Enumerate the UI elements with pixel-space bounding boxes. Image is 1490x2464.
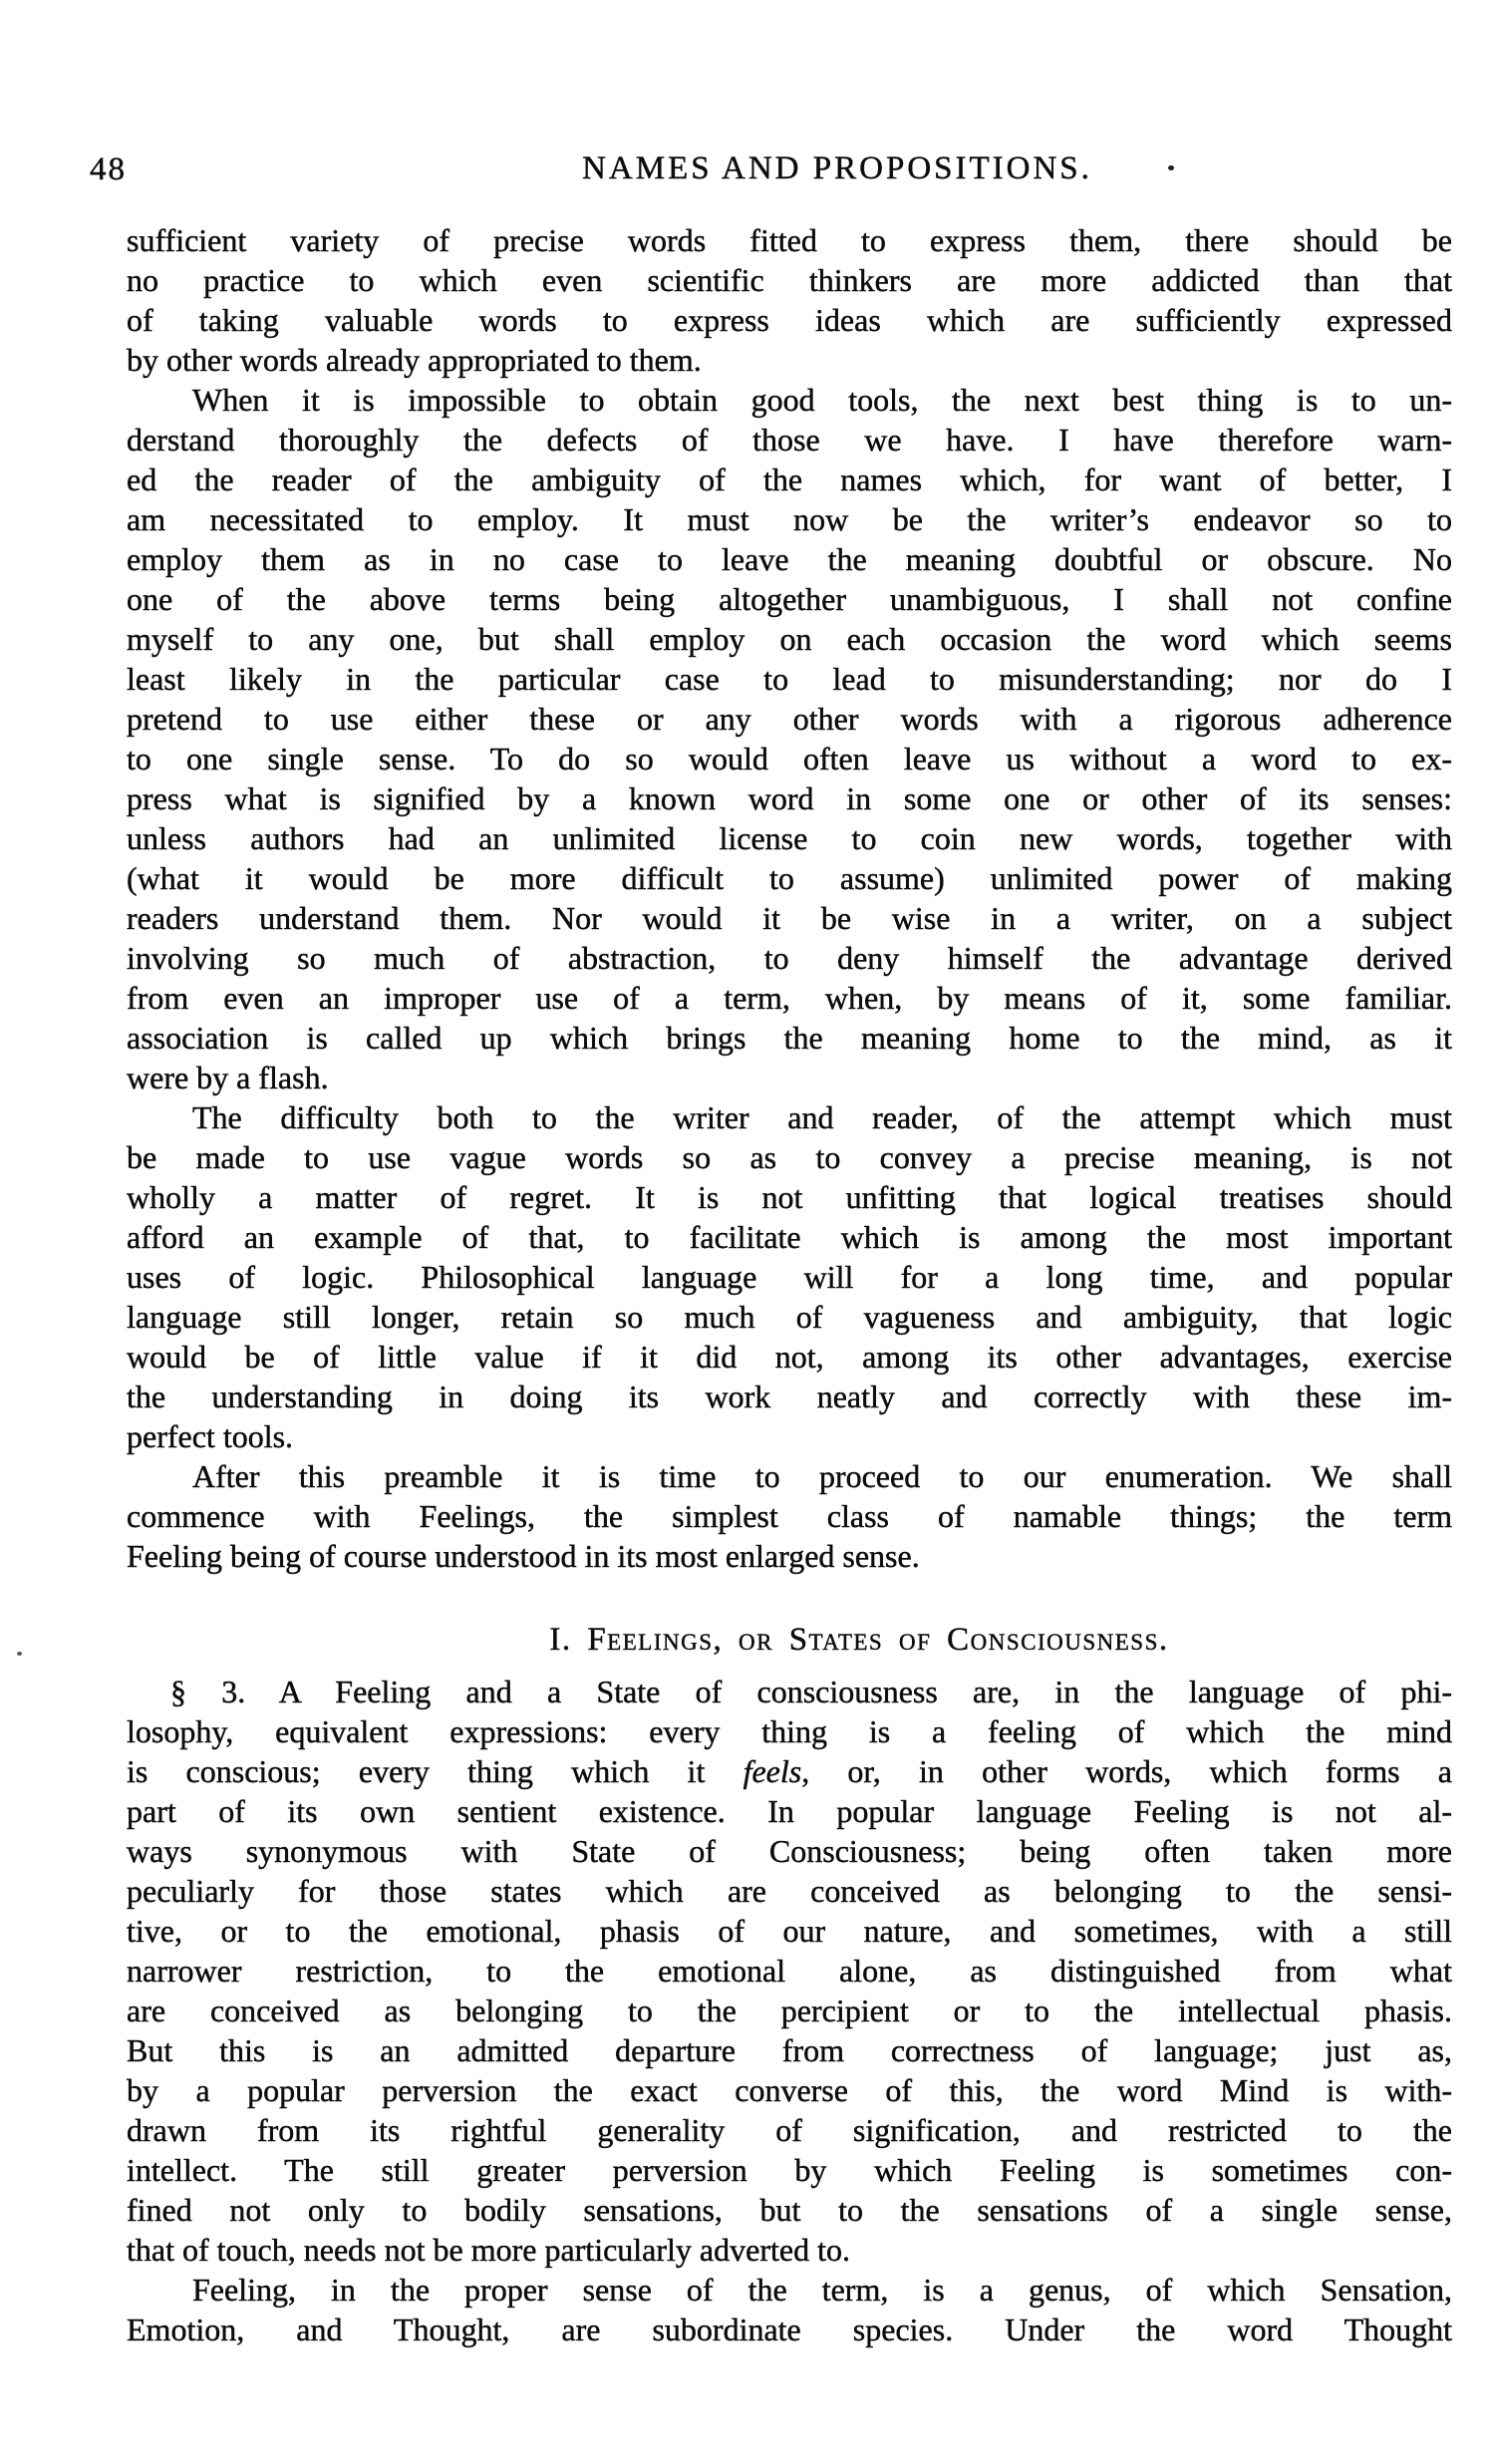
italic-term: feels (743, 1753, 802, 1789)
text-line: perfect tools. (127, 1418, 294, 1454)
text-line: press what is signified by a known word in some one or other of its senses: (127, 780, 1452, 816)
text-line: But this is an admitted departure from correctness of language; just as, (127, 2032, 1452, 2068)
text-line: When it is impossible to obtain good tools, the next best thing is to un- (192, 382, 1452, 418)
page-header (90, 149, 1452, 192)
text-line: no practice to which even scientific thinkers are more addicted than that (127, 262, 1452, 298)
text-line: to one single sense. To do so would often leave us without a word to ex- (127, 741, 1452, 776)
text-line: would be of little value if it did not, among its other advantages, exercise (127, 1339, 1452, 1375)
text-line: wholly a matter of regret. It is not unfitting that logical treatises should (127, 1179, 1452, 1215)
text-line: am necessitated to employ. It must now be the writer’s endeavor so to (127, 501, 1452, 537)
text-line: that of touch, needs not be more particularly adverted to. (127, 2232, 850, 2268)
scan-speck (1168, 165, 1174, 170)
text-line: ways synonymous with State of Consciousness; being often taken more (127, 1833, 1452, 1869)
text-line: ed the reader of the ambiguity of the names which, for want of better, I (127, 462, 1452, 497)
text-line: least likely in the particular case to lead to misunderstanding; nor do I (127, 661, 1452, 697)
text-line: uses of logic. Philosophical language will for a long time, and popular (127, 1259, 1452, 1295)
text-line: are conceived as belonging to the percipient or to the intellectual phasis. (127, 1993, 1452, 2028)
text-line: language still longer, retain so much of vagueness and ambiguity, that logic (127, 1299, 1452, 1335)
text-line: by a popular perversion the exact converse of this, the word Mind is with- (127, 2072, 1452, 2108)
text-line: The difficulty both to the writer and reader, of the attempt which must (192, 1099, 1452, 1135)
text-line: After this preamble it is time to proceed to our enumeration. We shall (192, 1458, 1452, 1494)
text-line: pretend to use either these or any other words with a rigorous adherence (127, 701, 1452, 737)
text-line: one of the above terms being altogether unambiguous, I shall not confine (127, 581, 1452, 617)
text-line: peculiarly for those states which are conceived as belonging to the sensi- (127, 1873, 1452, 1909)
section-heading: I. Feelings, or States of Consciousness. (549, 1622, 1169, 1658)
running-head: NAMES AND PROPOSITIONS. (582, 151, 1092, 186)
text-line: drawn from its rightful generality of signification, and restricted to the (127, 2112, 1452, 2148)
text-line: afford an example of that, to facilitate which is among the most important (127, 1219, 1452, 1255)
text-line: employ them as in no case to leave the meaning doubtful or obscure. No (127, 541, 1452, 577)
text-line: tive, or to the emotional, phasis of our nature, and sometimes, with a still (127, 1913, 1452, 1949)
text-line: by other words already appropriated to them. (127, 342, 702, 378)
text-line: derstand thoroughly the defects of those we have. I have therefore warn- (127, 422, 1452, 458)
text-line: narrower restriction, to the emotional alone, as distinguished from what (127, 1953, 1452, 1989)
text-line: Emotion, and Thought, are subordinate species. Under the word Thought (127, 2311, 1452, 2347)
text-line: losophy, equivalent expressions: every thing is a feeling of which the mind (127, 1713, 1452, 1749)
text-line: of taking valuable words to express ideas which are sufficiently expressed (127, 302, 1452, 338)
text-line: be made to use vague words so as to convey a precise meaning, is not (127, 1139, 1452, 1175)
text-segment: , or, in other words, which forms a (801, 1753, 1453, 1789)
page-number: 48 (90, 152, 127, 187)
scan-speck (17, 1652, 22, 1656)
text-line: commence with Feelings, the simplest class of namable things; the term (127, 1498, 1452, 1534)
text-line: Feeling being of course understood in its most enlarged sense. (127, 1538, 920, 1574)
text-line: myself to any one, but shall employ on each occasion the word which seems (127, 621, 1452, 657)
text-line: fined not only to bodily sensations, but to the sensations of a single sense, (127, 2192, 1452, 2228)
text-line: involving so much of abstraction, to deny himself the advantage derived (127, 940, 1452, 976)
text-line: intellect. The still greater perversion by which Feeling is sometimes con- (127, 2152, 1452, 2188)
text-line: were by a flash. (127, 1060, 329, 1095)
text-line: association is called up which brings the meaning home to the mind, as it (127, 1020, 1452, 1056)
text-line: from even an improper use of a term, when, by means of it, some familiar. (127, 980, 1452, 1016)
text-body (127, 220, 1452, 2349)
text-line (127, 1751, 1452, 1791)
text-line: readers understand them. Nor would it be wise in a writer, on a subject (127, 900, 1452, 936)
text-line: § 3. A Feeling and a State of consciousness are, in the language of phi- (170, 1674, 1452, 1709)
text-line: (what it would be more difficult to assume) unlimited power of making (127, 860, 1452, 896)
text-line: Feeling, in the proper sense of the term, is a genus, of which Sensation, (192, 2272, 1452, 2308)
text-line: part of its own sentient existence. In popular language Feeling is not al- (127, 1793, 1452, 1829)
text-segment: is conscious; every thing which it (127, 1753, 744, 1789)
text-line: the understanding in doing its work neatly and correctly with these im- (127, 1379, 1452, 1414)
text-line: unless authors had an unlimited license to coin new words, together with (127, 820, 1452, 856)
text-line: sufficient variety of precise words fitted to express them, there should be (127, 222, 1452, 258)
